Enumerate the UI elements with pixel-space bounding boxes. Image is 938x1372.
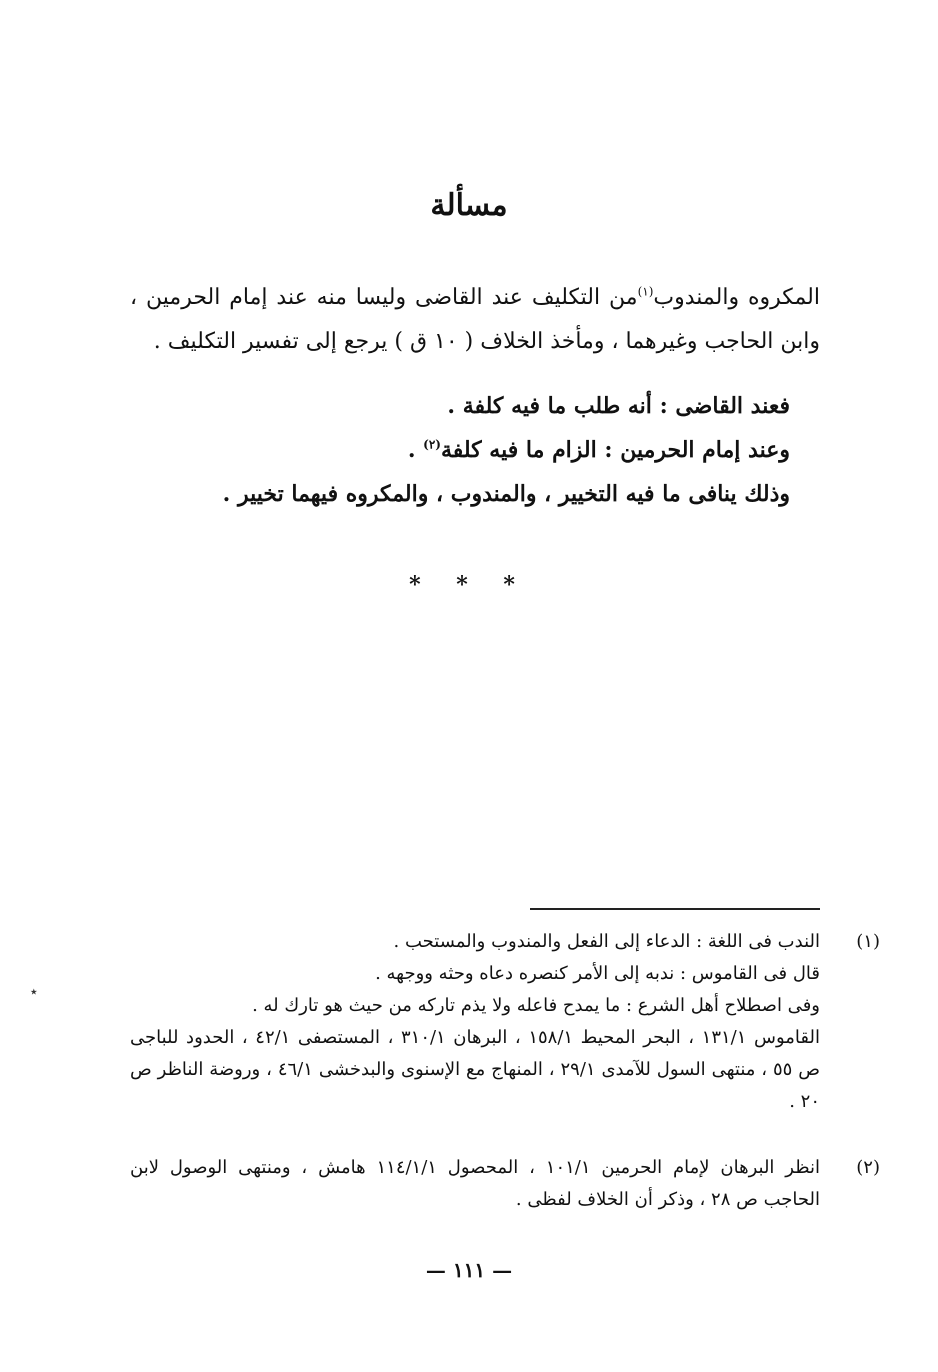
opening-paragraph [130,276,820,364]
footnote-2-line-1: انظر البرهان لإمام الحرمين ١٠١/١ ، المحصول ١١٤/١/١ هامش ، ومنتهى الوصول لابن الحاجب ص ٢٨ ، وذكر أن الخلاف لفظى . [130,1157,820,1210]
conclusion-line: وذلك ينافى ما فيه التخيير ، والمندوب ، والمكروه فيهما تخيير . [222,481,790,507]
opening-paragraph-rest: من التكليف عند القاضى وليسا منه عند إمام الحرمين ، وابن الحاجب وغيرهما ، ومأخذ الخلاف ( ١٠ ق ) يرجع إلى تفسير التكليف . [130,285,820,354]
footnote-1-line-3: وفى اصطلاح أهل الشرع : ما يمدح فاعله ولا يذم تاركه من حيث هو تارك له . [252,995,820,1016]
imam-definition-text: وعند إمام الحرمين : الزام ما فيه كلفة [440,437,790,463]
page-number: — ١١١ — [425,1258,513,1282]
footnote-1-line-2: قال فى القاموس : ندبه إلى الأمر كنصره دعاه وحثه ووجهه . [375,963,820,984]
footnote-2 [130,1152,880,1216]
section-title: مسألة [430,188,508,223]
footnote-1-line-1: الندب فى اللغة : الدعاء إلى الفعل والمندوب والمستحب . [393,931,820,952]
footnote-1 [130,926,880,1118]
footnote-marker-1[interactable]: (١) [637,284,654,299]
footnote-1-line-4: القاموس ١٣١/١ ، البحر المحيط ١٥٨/١ ، البرهان ٣١٠/١ ، المستصفى ٤٢/١ ، الحدود للباجى ص ٥٥ ، منتهى السول للآمدى ٢٩/١ ، المنهاج مع الإسنوى والبدخشى ٤٦/١ ، وروضة الناظر ص ٢٠ . [130,1027,821,1112]
footnote-1-number: (١) [856,931,880,952]
qadi-definition-line: فعند القاضى : أنه طلب ما فيه كلفة . [447,393,790,419]
opening-paragraph-start: المكروه والمندوب [653,285,820,310]
scan-speck: ٭ [30,984,38,1000]
footnote-2-number: (٢) [856,1157,880,1178]
section-separator: * * * [409,572,529,598]
footnote-marker-2[interactable]: (٢) [423,437,441,452]
footnote-divider [530,908,820,910]
imam-definition-end: . [407,437,424,463]
imam-definition-line [150,428,790,472]
